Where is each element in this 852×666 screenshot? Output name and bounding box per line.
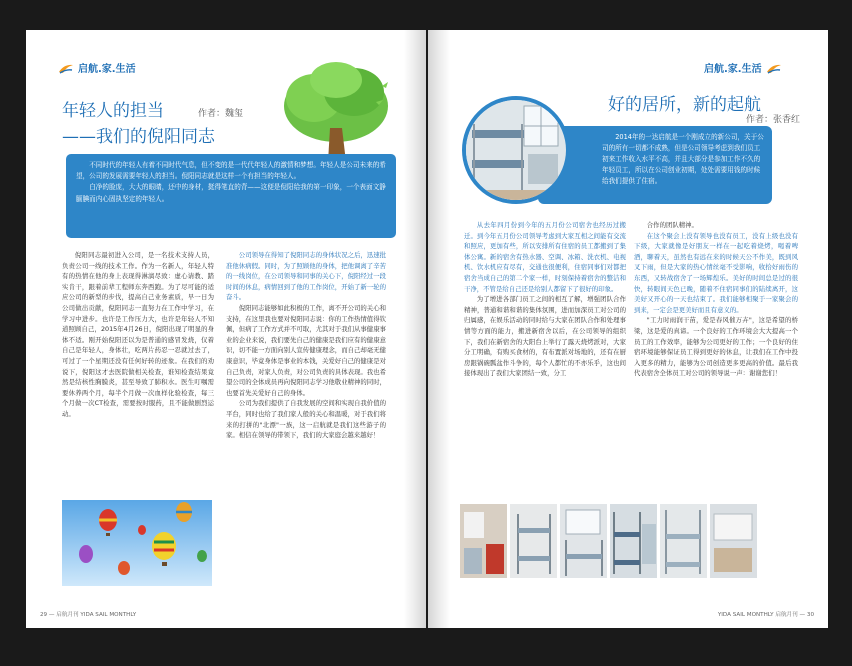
intro-paragraph: 白净的脸庞，大大的眼睛，还中的身材，挺得笔直的背——这便是倪阳给我的第一印象，一个表面文静腼腆而内心固执坚定的年轻人。	[76, 183, 386, 203]
body-paragraph-highlight: 在这个聚会上没有领导也没有员工，没有上级也没有下级，大家就像是好朋友一样在一起吃着烧烤，喝着啤酒，聊着天，虽然也有远在来的时候天公不作美，既到风叉下雨，但是大家的热心情丝毫不受影响，收拾好雨伤的东西，又转战宿舍了一场辉煌乐。美好的时间总是过的很快，转眼间天色已晚，随着不住宿同事们的陆续离开，这美好又开心的一天也结束了。我们能够相聚于一家聚会的到来，一定会是更美好而且有意义的。	[634, 231, 798, 314]
article-column-1	[464, 220, 626, 520]
article-title-line1: 年轻人的担当	[62, 101, 164, 121]
article-column-2	[226, 250, 386, 622]
article-title-line2: ——我们的倪阳同志	[62, 127, 215, 147]
article-author: 作者：张香红	[746, 115, 801, 125]
right-page	[428, 30, 828, 628]
spine-shadow	[404, 30, 426, 628]
article-column-2	[634, 220, 798, 520]
dormitory-photo	[560, 504, 607, 578]
tree-illustration	[276, 50, 394, 168]
dormitory-photo	[710, 504, 757, 578]
intro-paragraph: 不同时代的年轻人有着不同时代气息，但不变的是一代代年轻人的激情和梦想。年轻人是公司未来的希望，公司的发展需要年轻人的担当。倪阳同志就是这样一个有担当的年轻人。	[76, 161, 386, 181]
brand-label: 启航.家.生活	[78, 64, 136, 75]
dormitory-photo	[510, 504, 557, 578]
swoosh-logo-icon	[766, 62, 782, 74]
brand-label: 启航.家.生活	[704, 64, 762, 75]
page-footer: YIDA SAIL MONTHLY 启航月刊 — 30	[717, 612, 814, 618]
body-paragraph: "工力时雨润干苗，爱是春风催万卉"，这是希望的桥梁，这是爱的真谛。一个良好的工作环境会大大提高一个员工的工作效率，能够为公司更好的工作；一个良好的住宿环境能够保证员工得到更好的休息，让我们在工作中投入更多的精力，能够为公司创造更多更高的价值。最后我代表宿舍全体员工对公司的领导说一声：谢谢您们！	[634, 316, 798, 378]
dormitory-round-photo	[462, 96, 570, 204]
dormitory-photo	[610, 504, 657, 578]
body-paragraph: 倪阳同志能够如此积极的工作，离不开公司的关心和支持，在这里我也要对倪阳同志说：你的工作热情值得钦佩，但病了工作方式并不可取，尤其对于我们从事健康事业的企业来说，我们要先自己的健康是我们应有的健康意识，切不能一方面向别人宣传健康理念，而自己却毫无健康意识，毕竟身体是事业的本钱，关爱好自己的健康是对自己负责，对家人负责，对公司负责的具体表现。我也希望公司的全体成员再向倪阳同志学习他敬业精神的同时，也要首先关爱好自己的身体。	[226, 303, 386, 397]
body-paragraph: 公司为我们提供了自我发展的空间和实现自我价值的平台，同时也给了我们家人般的关心和温暖，对于我们将来的打拼的"北漂"一族，这一启航就是我们这些游子的家。相信在领导的带领下，我们的大家庭会越来越好！	[226, 399, 386, 440]
brand-header	[58, 60, 136, 75]
body-paragraph: 倪阳同志最初进入公司，是一名技术支持人员，负责公司一线的技术工作。作为一名新人，年轻人特有的热情在他的身上表现得淋漓尽致：虚心请教、踏实肯干，跟着前辈工程师东奔西跑。为了尽可能的适应公司的新型的步伐，提高自己业务素质，早一日为公司做出贡献，倪阳同志一直努力在工作中学习，在学习中进步。也许是工作压力大，也许是年轻人不知道照顾自己，2015年4月26日，倪阳出现了明显的身体不适。刚开始倪阳还以为是普通的感冒发烧，仅着自己是年轻人，身体壮，吃两片药忍一忍就过去了，可过了一个星期还没有任何好转的迹象。在我们的劝说下，倪阳这才去医院做相关检查，谁知检查结果竟然是结核性胸膜炎，甚至导致了肺积水。医生叮嘱需要休养两个月，每半个月做一次血样化验检查，每三个月做一次CT检查，需要按时服药，且不能做剧烈运动。	[62, 251, 214, 418]
swoosh-logo-icon	[58, 62, 74, 74]
article-author: 作者：魏玺	[198, 109, 244, 119]
page-footer: 29 — 启航月刊 YIDA SAIL MONTHLY	[40, 612, 137, 618]
body-paragraph-highlight: 从去年四月份到今年的五月份公司宿舍也经历过搬迁。到今年五月份公司领导考虑到大家互相之间能有交流和照应，更加有些，所以安排所有住宿的员工都搬到了集体公寓。新的宿舍有热水器、空调、冰箱、洗衣机、电视机、饮水机应有尽有，交通也很便利，住宿同事们对都把宿舍当成自己的第二个家一样，时刻保持着宿舍的整洁和干净，不管是给自己还是给别人都留下了很好的印象。	[464, 221, 626, 293]
body-paragraph-highlight: 公司领导在得知了倪阳同志的身体状况之后，迅速批准他休病假。同时，为了照顾他的身体，把他调离了辛苦的一线岗位，在公司领导和同事的关心下，倪阳经过一段时间的休息，病情回到了他的工作岗位，开始了新一轮的奋斗。	[226, 251, 386, 302]
dormitory-photo	[660, 504, 707, 578]
dormitory-photo	[460, 504, 507, 578]
left-page	[26, 30, 426, 628]
intro-box	[66, 154, 396, 238]
article-title: 好的居所，新的起航	[608, 95, 761, 115]
intro-box	[538, 126, 772, 204]
brand-header	[704, 60, 782, 75]
dormitory-photo-strip	[460, 504, 757, 578]
body-paragraph: 为了增进各部门员工之间的相互了解，增强团队合作精神，普通和谐和谐的集体氛围，进而加深员工对公司的归属感，在娱乐活动的同时给与大家在团队合作和处理事情等方面的能力，搬进新宿舍以后，在公司领导的组织下，我们在新宿舍的大阳台上举行了露天烧烤派对，大家分工明确，有购买食材的，有布置派对场地的，还有在厨房跟锅碗瓢盆作斗争的，每个人都忙的不亦乐乎，这也间接体现出了我们大家团结一致，分工	[464, 295, 626, 378]
bunk-bed-image	[466, 100, 566, 200]
spine-shadow	[428, 30, 450, 628]
intro-paragraph: 2014年的一达启航是一个刚成立的新公司，关于公司的所有一切都不成熟，但是公司领导考虑到我们员工初来工作收入水平不高，并且大部分是参加工作不久的年轻员工，所以在公司创业初期，处处需要用钱的时候给我们提供了住宿。	[602, 133, 764, 185]
body-paragraph: 合作的团队精神。	[646, 221, 698, 229]
article-column-1	[62, 250, 214, 526]
balloons-photo	[62, 500, 212, 586]
